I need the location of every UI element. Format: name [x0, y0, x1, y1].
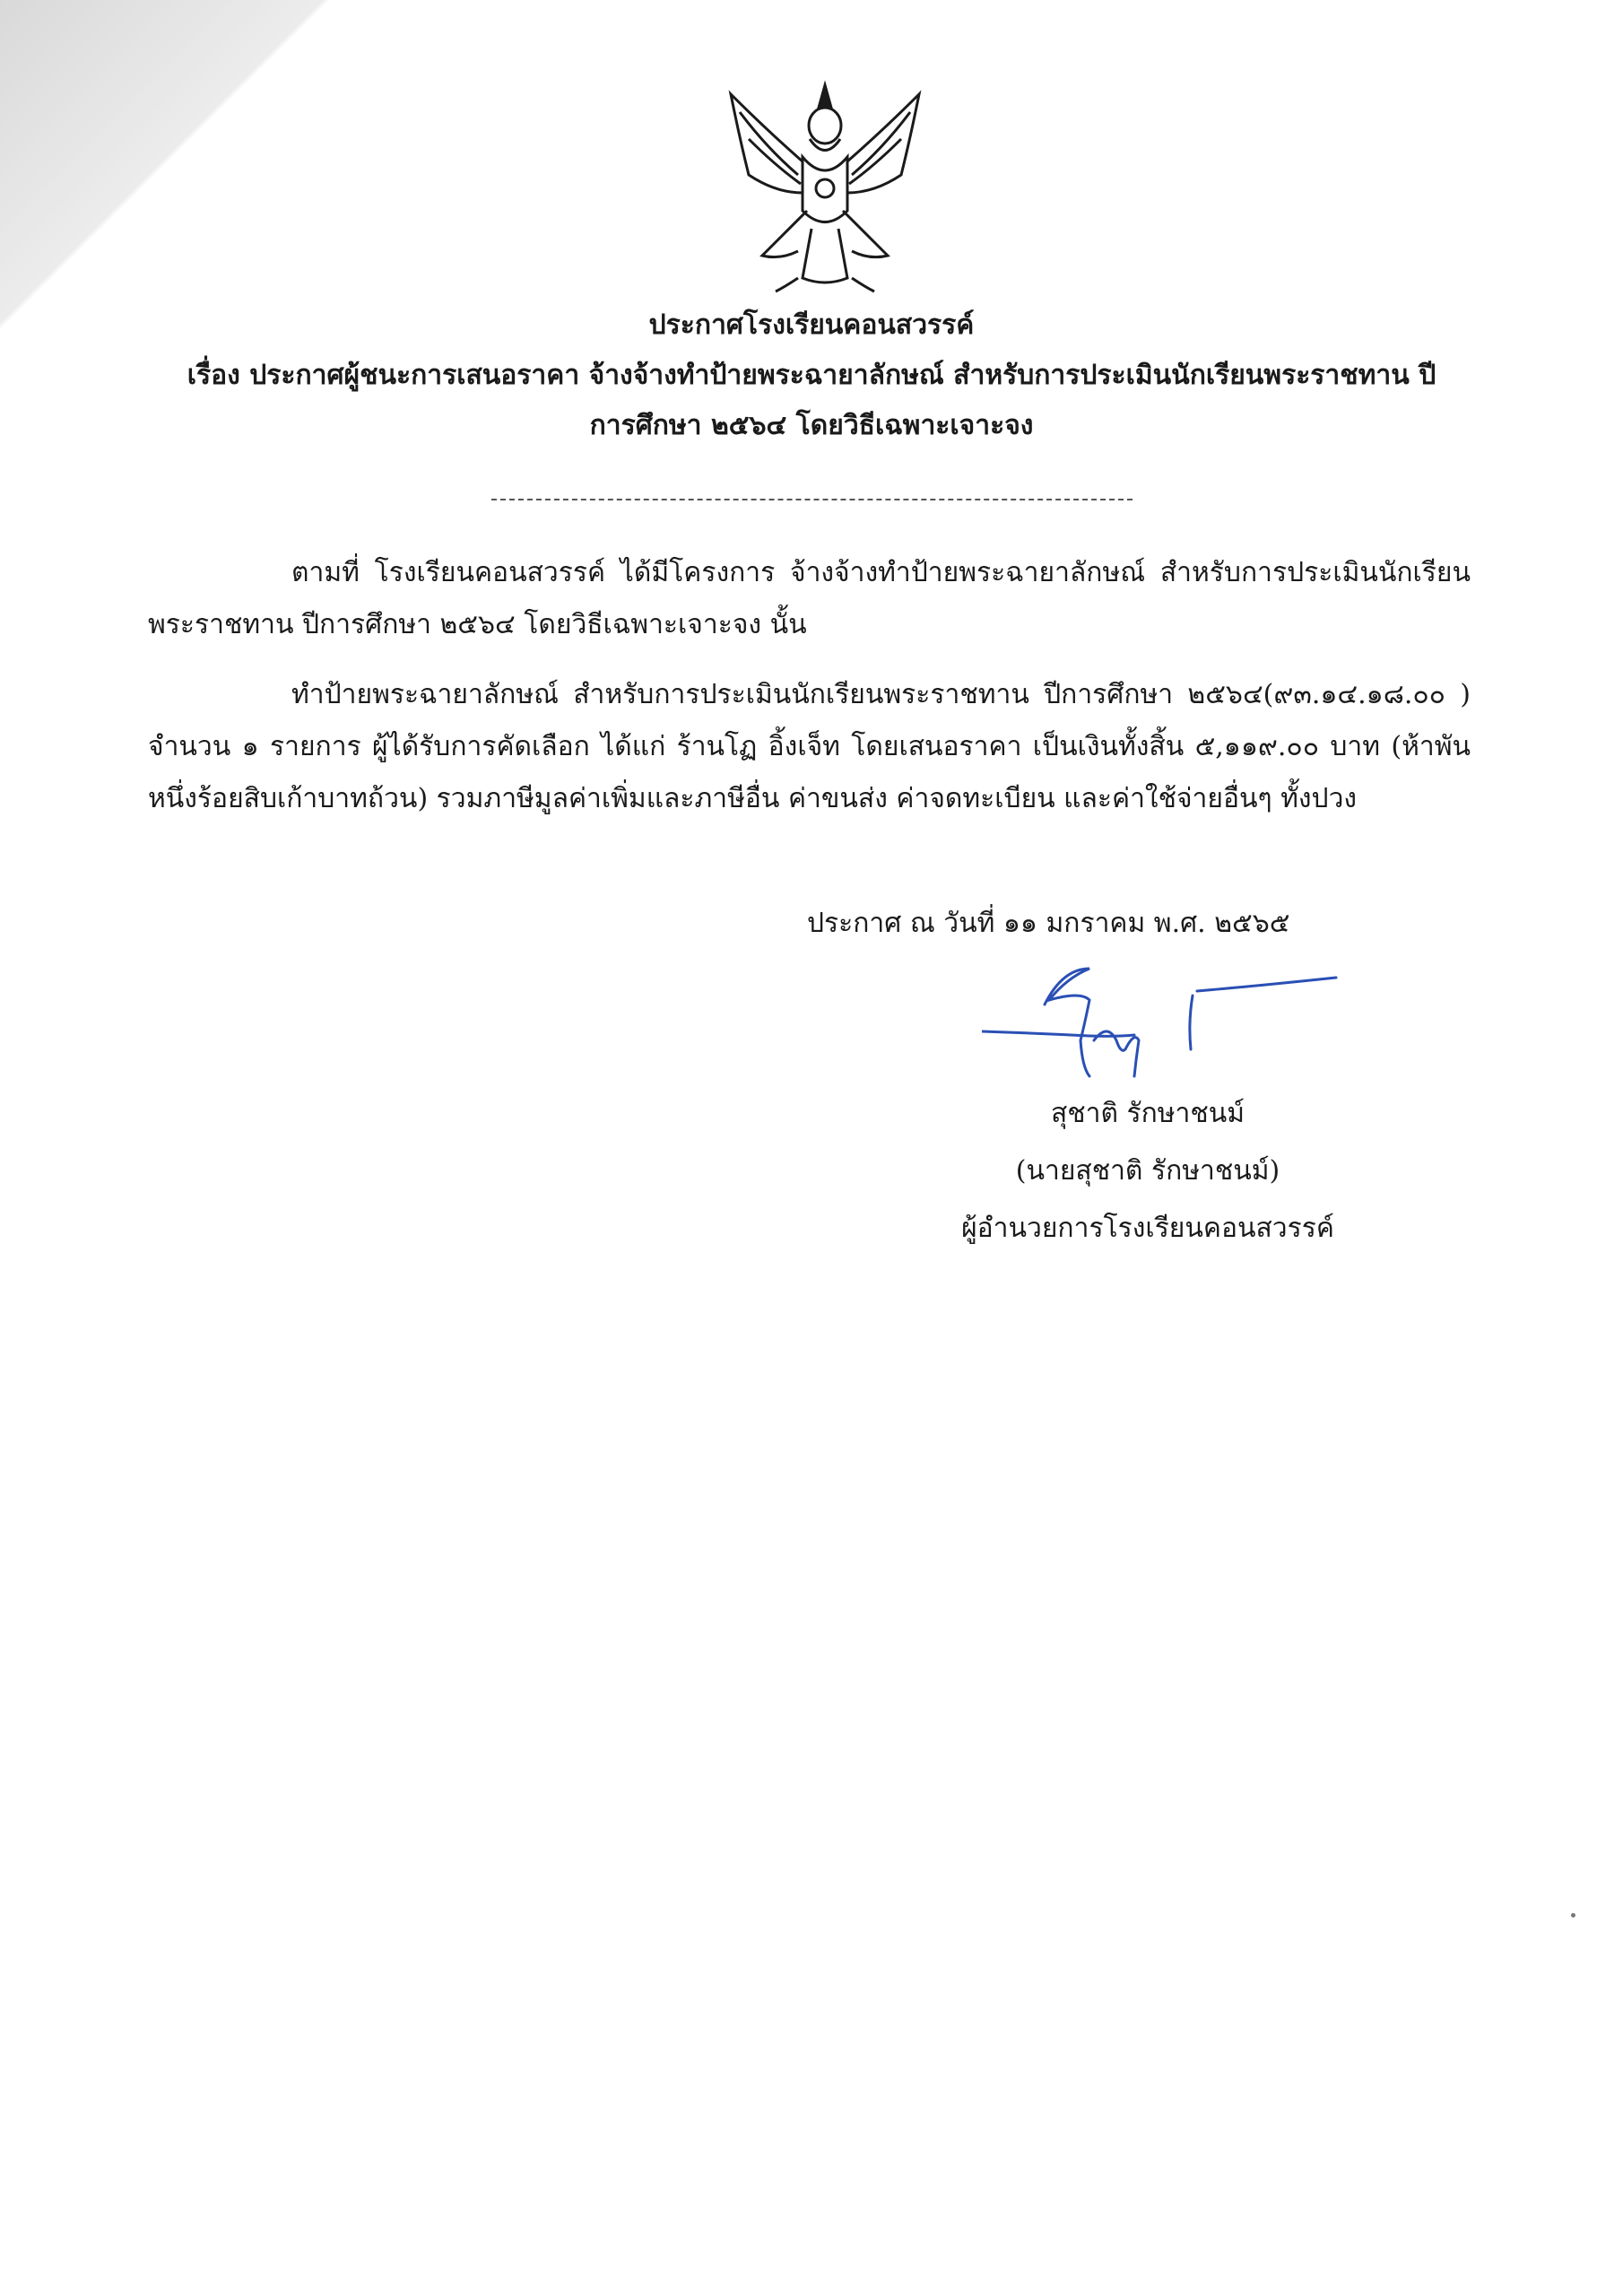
signatory-name: สุชาติ รักษาชนม์ [1050, 1098, 1245, 1129]
body-paragraph-2: ทำป้ายพระฉายาลักษณ์ สำหรับการประเมินนักเรียนพระราชทาน ปีการศึกษา ๒๕๖๔(๙๓.๑๔.๑๘.๐๐ ) จำนวน ๑ รายการ ผู้ได้รับการคัดเลือก ได้แก่ ร้านโฏ อิ้งเจ็ท โดยเสนอราคา เป็นเงินทั้งสิ้น ๕,๑๑๙.๐๐ บาท (ห้าพันหนึ่งร้อยสิบเก้าบาทถ้วน) รวมภาษีมูลค่าเพิ่มและภาษีอื่น ค่าขนส่ง ค่าจดทะเบียน และค่าใช้จ่ายอื่นๆ ทั้งปวง [148, 679, 1471, 814]
body-paragraph-1: ตามที่ โรงเรียนคอนสวรรค์ ได้มีโครงการ จ้างจ้างทำป้ายพระฉายาลักษณ์ สำหรับการประเมินนักเรียนพระราชทาน ปีการศึกษา ๒๕๖๔ โดยวิธีเฉพาะเจาะจง นั้น [148, 557, 1471, 640]
announcement-date: ประกาศ ณ วันที่ ๑๑ มกราคม พ.ศ. ๒๕๖๕ [807, 908, 1290, 939]
signatory-full-name: (นายสุชาติ รักษาชนม์) [1015, 1155, 1280, 1187]
signatory-position: ผู้อำนวยการโรงเรียนคอนสวรรค์ [961, 1213, 1334, 1244]
signature-scribble-icon [982, 951, 1341, 1094]
body-text [148, 547, 1471, 843]
paper-speck [1571, 1913, 1575, 1918]
subject-line-1: เรื่อง ประกาศผู้ชนะการเสนอราคา จ้างจ้างทำป้ายพระฉายาลักษณ์ สำหรับการประเมินนักเรียนพระราชทาน ปี [187, 360, 1436, 391]
garuda-emblem-icon [713, 76, 937, 296]
signatory-block [933, 1085, 1363, 1257]
subject-line-2: การศึกษา ๒๕๖๔ โดยวิธีเฉพาะเจาะจง [589, 410, 1034, 441]
announcement-title: ประกาศโรงเรียนคอนสวรรค์ [648, 309, 975, 341]
separator-dash-line [491, 499, 1133, 500]
title-block [152, 300, 1471, 451]
